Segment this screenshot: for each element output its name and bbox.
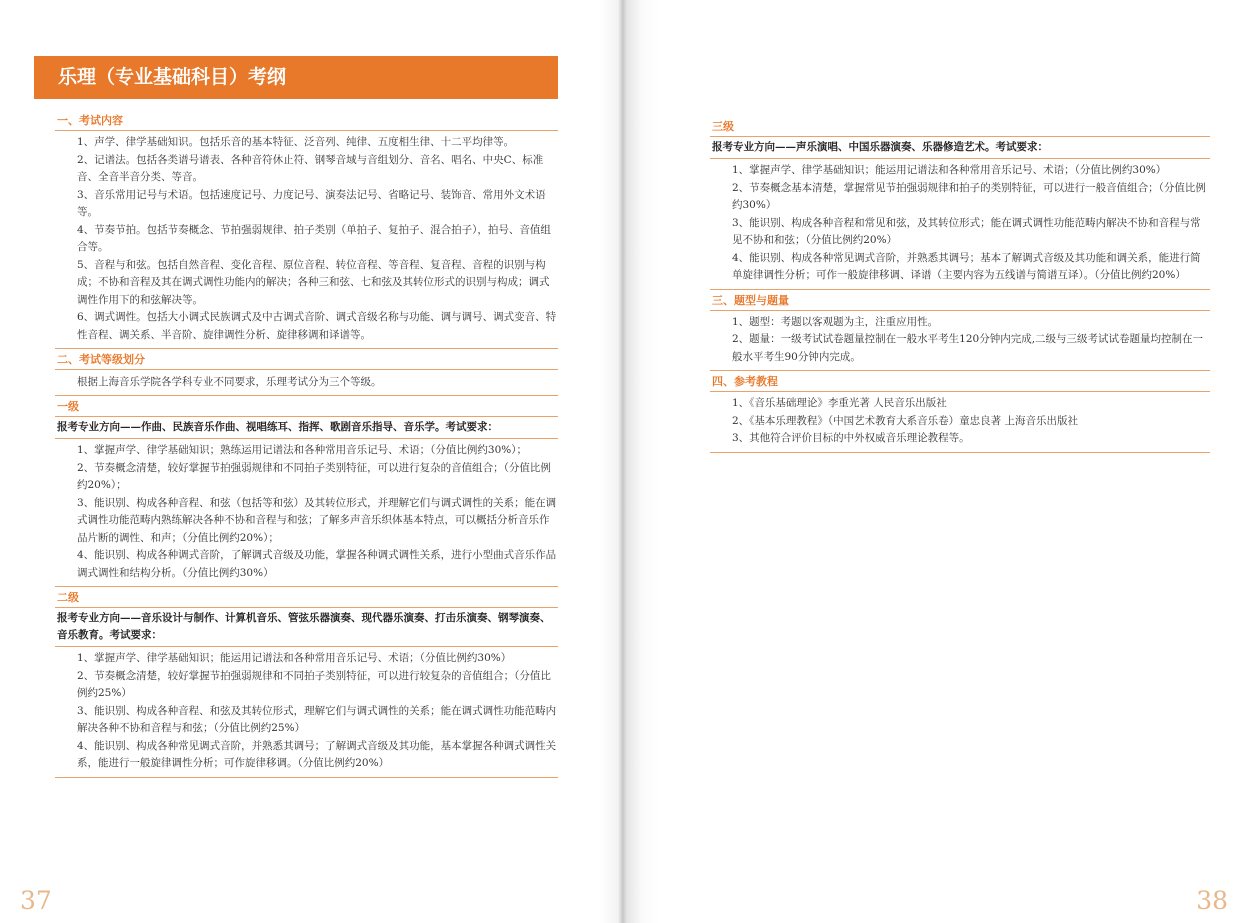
list-item: 2、节奏概念清楚，较好掌握节拍强弱规律和不同拍子类别特征，可以进行复杂的音值组合；（分值比例约20%）； bbox=[77, 461, 551, 491]
page-title: 乐理（专业基础科目）考纲 bbox=[34, 56, 558, 99]
section-levels-heading: 二、考试等级划分 bbox=[55, 349, 558, 370]
level-3-list bbox=[710, 159, 1210, 290]
level-2-direction: 报考专业方向——音乐设计与制作、计算机音乐、管弦乐器演奏、现代器乐演奏、打击乐演奏、钢琴演奏、音乐教育。考试要求： bbox=[55, 608, 558, 647]
level-1-list bbox=[55, 439, 558, 587]
level-2-heading: 二级 bbox=[55, 587, 558, 608]
list-item: 1、声学、律学基础知识。包括乐音的基本特征、泛音列、纯律、五度相生律、十二平均律等。 bbox=[77, 136, 515, 148]
list-item: 1、掌握声学、律学基础知识；能运用记谱法和各种常用音乐记号、术语；（分值比例约30%） bbox=[732, 164, 1167, 176]
list-item: 4、能识别、构成各种调式音阶，了解调式音级及功能，掌握各种调式调性关系，进行小型曲式音乐作品调式调性和结构分析。（分值比例约30%） bbox=[77, 549, 557, 579]
question-types-list bbox=[710, 311, 1210, 372]
list-item: 2、节奏概念基本清楚，掌握常见节拍强弱规律和拍子的类别特征，可以进行一般音值组合；（分值比例约30%） bbox=[732, 181, 1206, 211]
section-references-heading: 四、参考教程 bbox=[710, 371, 1210, 392]
list-item: 1、掌握声学、律学基础知识；熟练运用记谱法和各种常用音乐记号、术语；（分值比例约30%）； bbox=[77, 444, 528, 456]
level-1-heading: 一级 bbox=[55, 396, 558, 417]
list-item: 4、能识别、构成各种常见调式音阶，并熟悉其调号；基本了解调式音级及其功能和调关系，能进行简单旋律调性分析；可作一般旋律移调、译谱（主要内容为五线谱与简谱互译）。（分值比例约20%） bbox=[732, 251, 1201, 281]
list-item: 2、《基本乐理教程》（中国艺术教育大系音乐卷）童忠良著 上海音乐出版社 bbox=[732, 414, 1079, 427]
list-item: 3、能识别、构成各种音程、和弦（包括等和弦）及其转位形式，并理解它们与调式调性的关系；能在调式调性功能范畴内熟练解决各种不协和音程与和弦；了解多声音乐织体基本特点，可以概括分析音乐作品片断的调性、和声；（分值比例约20%）； bbox=[77, 496, 557, 544]
list-item: 2、题量：一级考试试卷题量控制在一般水平考生120分钟内完成,二级与三级考试试卷题量均控制在一般水平考生90分钟内完成。 bbox=[732, 333, 1204, 363]
page-number-left: 37 bbox=[20, 886, 52, 915]
level-3-heading: 三级 bbox=[710, 116, 1210, 137]
list-item: 1、《音乐基础理论》李重光著 人民音乐出版社 bbox=[732, 397, 947, 409]
list-item: 5、音程与和弦。包括自然音程、变化音程、原位音程、转位音程、等音程、复音程、音程的识别与构成；不协和音程及其在调式调性功能内的解决；各种三和弦、七和弦及其转位形式的识别与构成；调式调性作用下的和弦解决等。 bbox=[77, 258, 550, 306]
exam-content-list bbox=[55, 131, 558, 349]
left-column bbox=[55, 110, 558, 778]
references-list bbox=[710, 392, 1210, 453]
list-item: 2、记谱法。包括各类谱号谱表、各种音符休止符、钢琴音域与音组划分、音名、唱名、中央C、标准音、全音半音分类、等音。 bbox=[77, 153, 544, 183]
right-column bbox=[710, 116, 1210, 453]
level-1-direction: 报考专业方向——作曲、民族音乐作曲、视唱练耳、指挥、歌剧音乐指导、音乐学。考试要求： bbox=[55, 417, 558, 439]
list-item: 1、题型：考题以客观题为主，注重应用性。 bbox=[732, 315, 939, 328]
section-exam-content-heading: 一、考试内容 bbox=[55, 110, 558, 131]
list-item: 4、节奏节拍。包括节奏概念、节拍强弱规律、拍子类别（单拍子、复拍子、混合拍子），拍号、音值组合等。 bbox=[77, 223, 551, 253]
list-item: 6、调式调性。包括大小调式民族调式及中古调式音阶、调式音级名称与功能、调与调号、调式变音、特性音程、调关系、半音阶、旋律调性分析、旋律移调和译谱等。 bbox=[77, 311, 557, 341]
list-item: 1、掌握声学、律学基础知识；能运用记谱法和各种常用音乐记号、术语；（分值比例约30%） bbox=[77, 652, 512, 664]
list-item: 4、能识别、构成各种常见调式音阶，并熟悉其调号；了解调式音级及其功能，基本掌握各种调式调性关系，能进行一般旋律调性分析；可作旋律移调。（分值比例约20%） bbox=[77, 739, 557, 769]
level-2-list bbox=[55, 647, 558, 778]
page-number-right: 38 bbox=[1196, 886, 1228, 915]
list-item: 3、音乐常用记号与术语。包括速度记号、力度记号、演奏法记号、省略记号、装饰音、常用外文术语等。 bbox=[77, 188, 546, 218]
list-item: 3、能识别、构成各种音程、和弦及其转位形式，理解它们与调式调性的关系；能在调式调性功能范畴内解决各种不协和音程与和弦；（分值比例约25%） bbox=[77, 704, 557, 734]
list-item: 2、节奏概念清楚，较好掌握节拍强弱规律和不同拍子类别特征，可以进行较复杂的音值组合；（分值比例约25%） bbox=[77, 669, 551, 699]
list-item: 3、能识别、构成各种音程和常见和弦，及其转位形式；能在调式调性功能范畴内解决不协和音程与常见不协和和弦；（分值比例约20%） bbox=[732, 216, 1201, 246]
section-question-types-heading: 三、题型与题量 bbox=[710, 290, 1210, 311]
level-3-direction: 报考专业方向——声乐演唱、中国乐器演奏、乐器修造艺术。考试要求： bbox=[710, 137, 1210, 159]
levels-intro: 根据上海音乐学院各学科专业不同要求，乐理考试分为三个等级。 bbox=[55, 370, 558, 396]
list-item: 3、其他符合评价目标的中外权威音乐理论教程等。 bbox=[732, 432, 970, 444]
right-page bbox=[622, 0, 1242, 923]
